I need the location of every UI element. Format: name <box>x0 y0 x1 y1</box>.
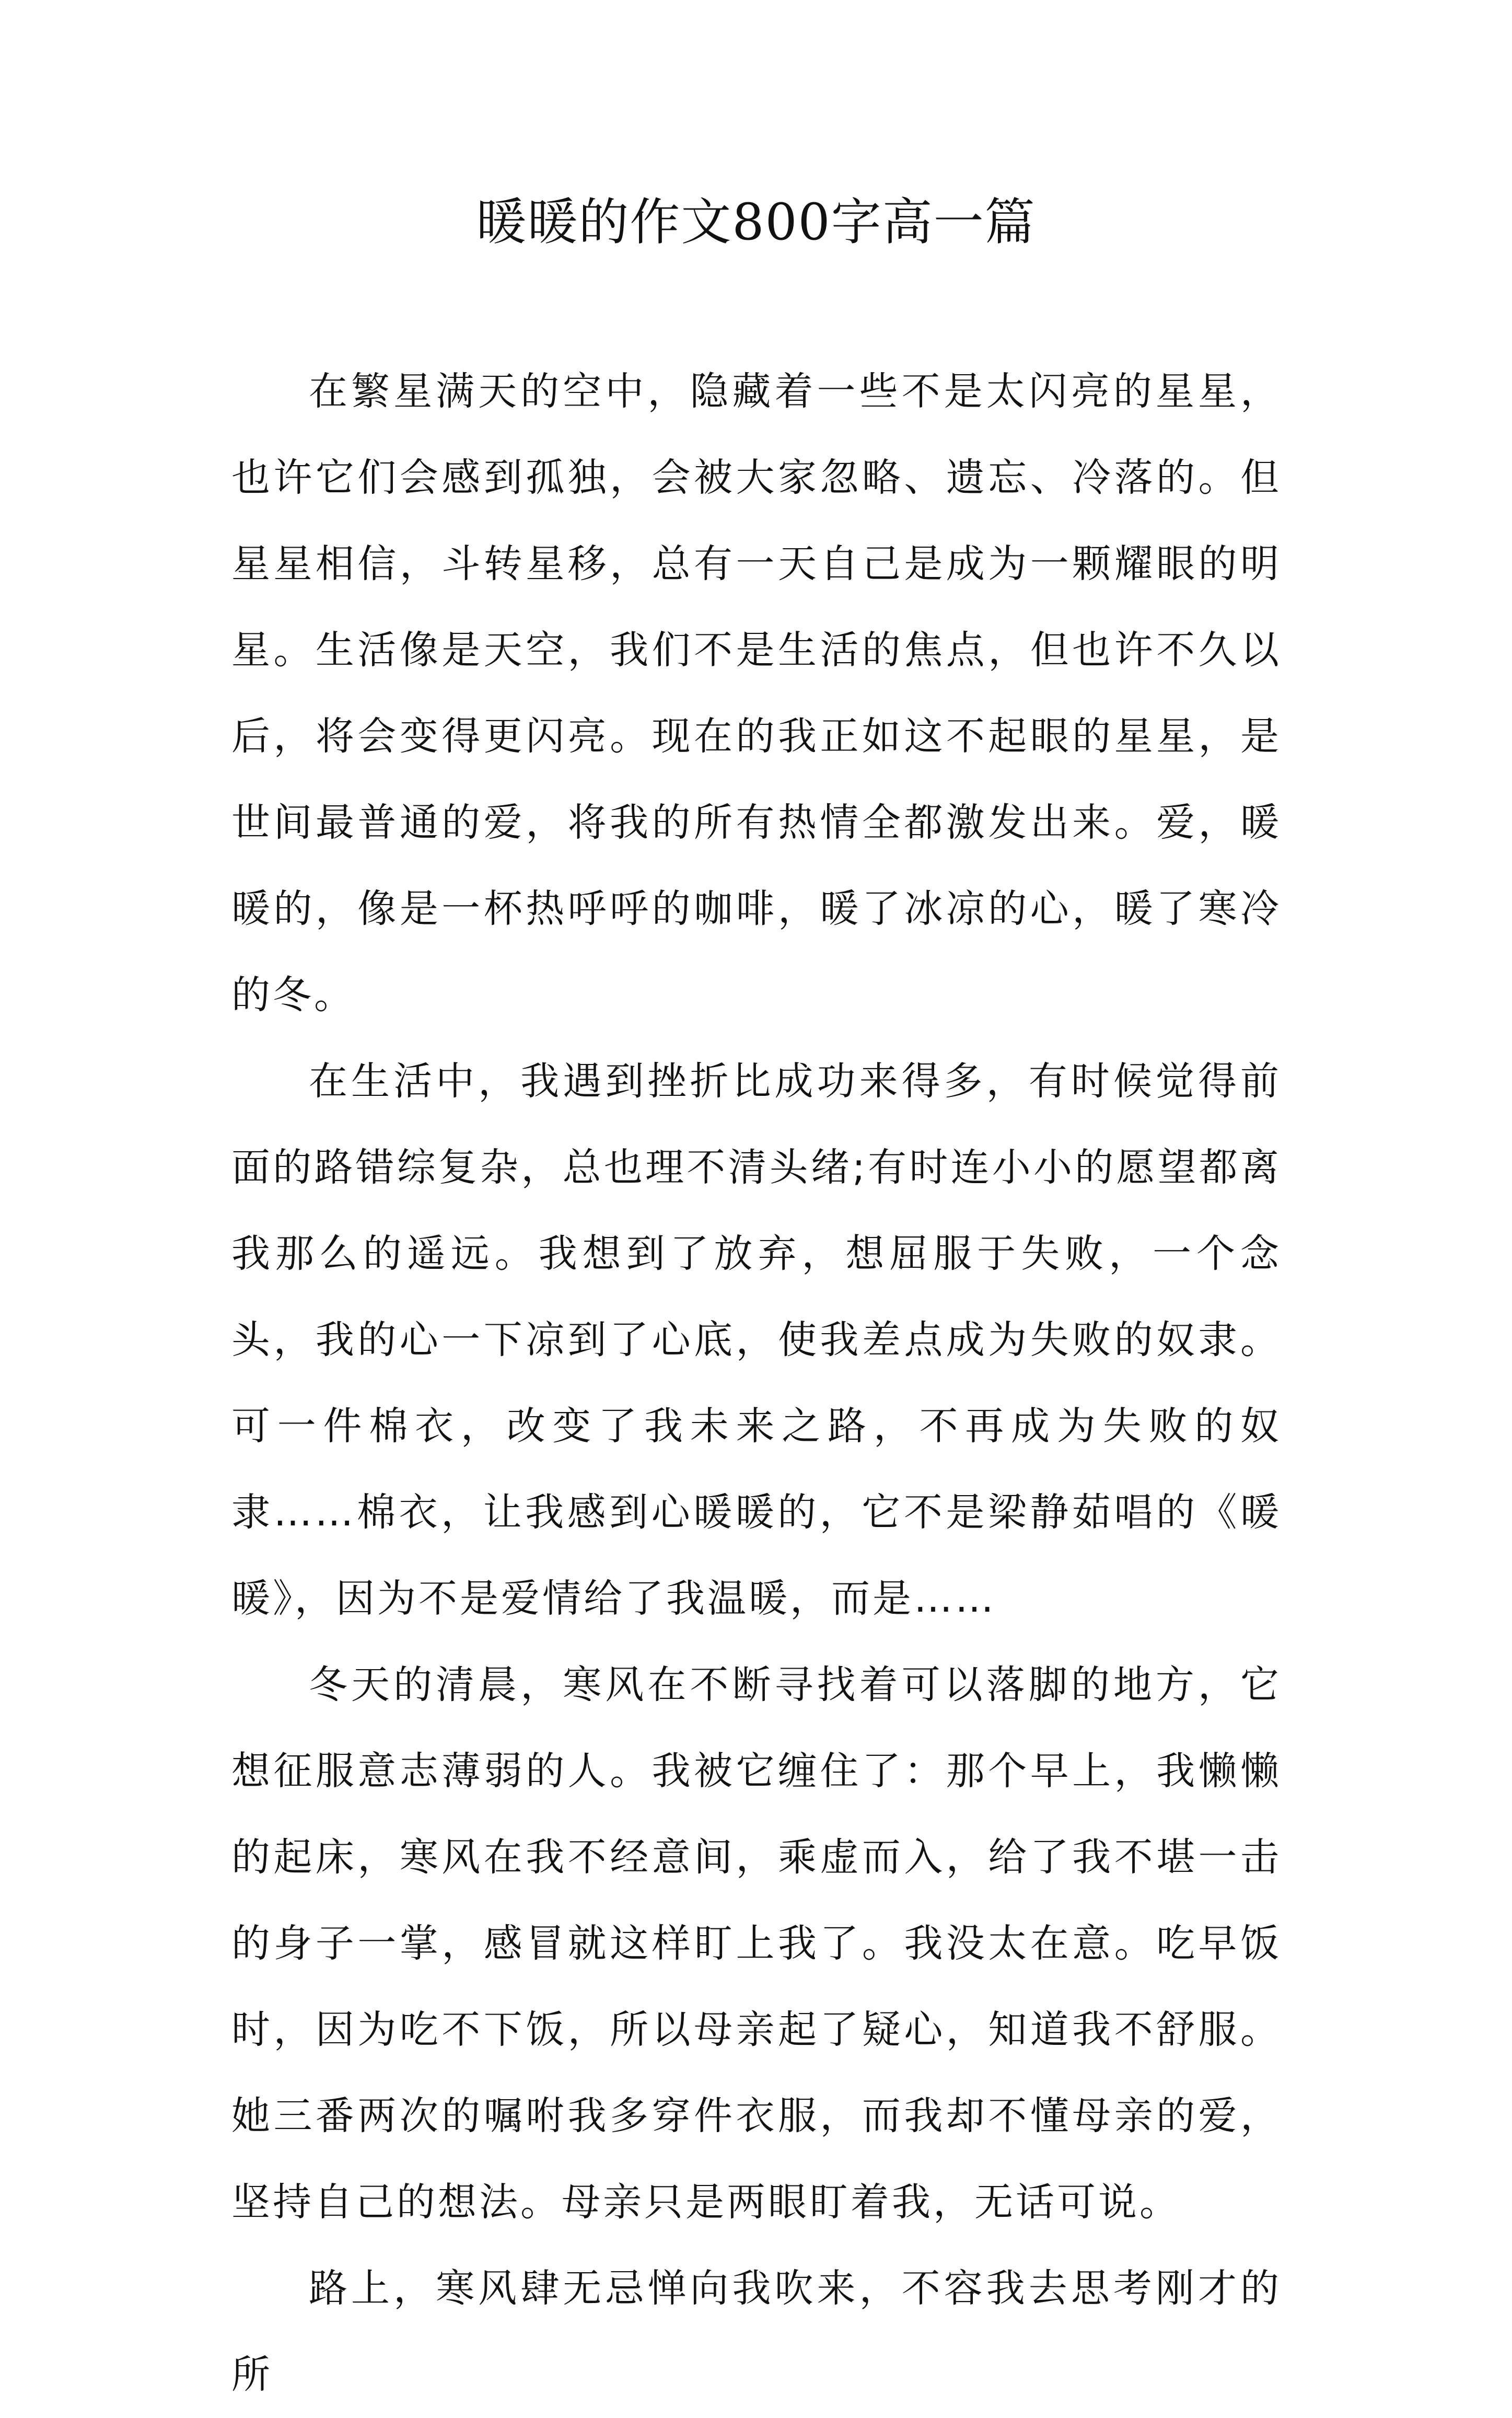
document-body <box>231 349 1282 2418</box>
paragraph-2: 在生活中，我遇到挫折比成功来得多，有时候觉得前面的路错综复杂，总也理不清头绪;有时连小小的愿望都离我那么的遥远。我想到了放弃，想屈服于失败，一个念头，我的心一下凉到了心底，使我差点成为失败的奴隶。可一件棉衣，改变了我未来之路，不再成为失败的奴隶……棉衣，让我感到心暖暖的，它不是梁静茹唱的《暖暖》，因为不是爱情给了我温暖，而是…… <box>231 1059 1282 1621</box>
document-title: 暖暖的作文800字高一篇 <box>476 193 1036 251</box>
paragraph-3: 冬天的清晨，寒风在不断寻找着可以落脚的地方，它想征服意志薄弱的人。我被它缠住了：那个早上，我懒懒的起床，寒风在我不经意间，乘虚而入，给了我不堪一击的身子一掌，感冒就这样盯上我了。我没太在意。吃早饭时，因为吃不下饭，所以母亲起了疑心，知道我不舒服。她三番两次的嘱咐我多穿件衣服，而我却不懂母亲的爱，坚持自己的想法。母亲只是两眼盯着我，无话可说。 <box>231 1662 1282 2225</box>
paragraph-4: 路上，寒风肆无忌惮向我吹来，不容我去思考刚才的所 <box>231 2266 1282 2397</box>
paragraph-1: 在繁星满天的空中，隐藏着一些不是太闪亮的星星，也许它们会感到孤独，会被大家忽略、遗忘、冷落的。但星星相信，斗转星移，总有一天自己是成为一颗耀眼的明星。生活像是天空，我们不是生活的焦点，但也许不久以后，将会变得更闪亮。现在的我正如这不起眼的星星，是世间最普通的爱，将我的所有热情全都激发出来。爱，暖暖的，像是一杯热呼呼的咖啡，暖了冰凉的心，暖了寒冷的冬。 <box>231 369 1282 1017</box>
